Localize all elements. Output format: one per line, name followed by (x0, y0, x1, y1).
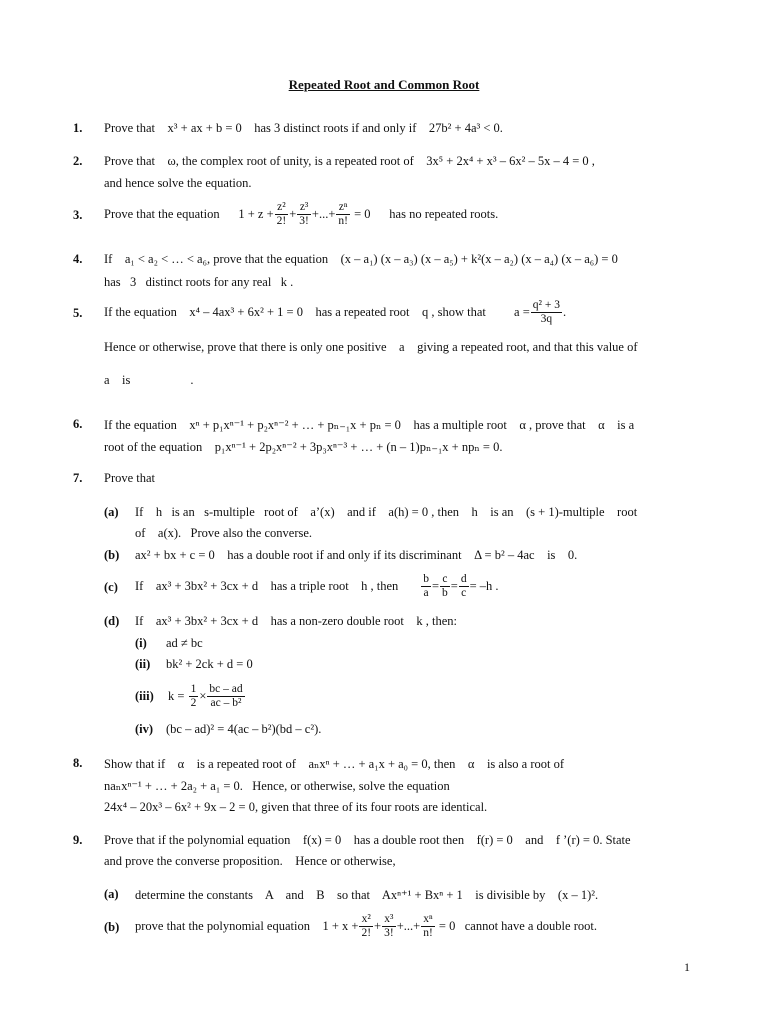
q7c-fraction: $\frac{c}{b}$ (442, 573, 448, 599)
q6-number: 6. (73, 417, 83, 431)
q3-fraction: $\frac{\text{z²}}{2!}$ (276, 201, 287, 227)
q7c-text: If ax³ + 3bx² + 3cx + d has a triple root h , then $\frac{b}{a}$ = $\frac{c}{b}$ = $\frac{d}{c}$ = –h . (135, 573, 499, 599)
q8-number: 8. (73, 756, 83, 770)
q7b-label: (b) (104, 548, 120, 562)
q7d-label: (d) (104, 614, 120, 628)
q9b-fraction: $\frac{\text{xⁿ}}{n!}$ (423, 913, 433, 939)
q1-text: Prove that x³ + ax + b = 0 has 3 distinct roots if and only if 27b² + 4a³ < 0. (104, 121, 503, 135)
q7d-iii-label: (iii) (135, 689, 154, 703)
q9a-label: (a) (104, 887, 119, 901)
q7d-iv-text: (bc – ad)² = 4(ac – b²)(bd – c²). (166, 722, 322, 736)
q5-fraction: $\frac{\text{q² + 3}}{3q}$ (532, 299, 560, 325)
q7b-text: ax² + bx + c = 0 has a double root if and only if its discriminant Δ = b² – 4ac is 0. (135, 548, 578, 562)
q7-number: 7. (73, 471, 83, 485)
q9-line1: Prove that if the polynomial equation f(x) = 0 has a double root then f(r) = 0 and f ’(r) = 0. State (104, 833, 631, 847)
q3-fraction: $\frac{\text{z³}}{3!}$ (299, 201, 309, 227)
q9a-text: determine the constants A and B so that Axⁿ⁺¹ + Bxⁿ + 1 is divisible by (x – 1)². (135, 888, 599, 902)
q2-text: Prove that ω, the complex root of unity, is a repeated root of 3x⁵ + 2x⁴ + x³ – 6x² – 5x – 4 = 0 , (104, 154, 595, 168)
q7a-line2: of a(x). Prove also the converse. (135, 526, 313, 540)
q7d-iv-label: (iv) (135, 722, 154, 736)
q4-text: If a₁ < a₂ < … < a₆, prove that the equation (x – a₁) (x – a₃) (x – a₅) + k²(x – a₂) (x – a₄) (x – a₆) = 0 (104, 252, 618, 266)
q3-number: 3. (73, 208, 83, 222)
page-number: 1 (684, 960, 690, 974)
q8-line2: naₙxⁿ⁻¹ + … + 2a₂ + a₁ = 0. Hence, or otherwise, solve the equation (104, 779, 450, 793)
q7a-line1: If h is an s-multiple root of a’(x) and if a(h) = 0 , then h is an (s + 1)-multiple root (135, 505, 638, 519)
q7c-fraction: $\frac{b}{a}$ (423, 573, 429, 599)
q7c-fraction: $\frac{d}{c}$ (460, 573, 467, 599)
q4-number: 4. (73, 252, 83, 266)
q7-text: Prove that (104, 471, 156, 485)
q7d-iii-text: k = $\frac{1}{2}$ × $\frac{bc - ad}{\text{ac – b²}}$ (168, 683, 243, 709)
q9b-label: (b) (104, 920, 120, 934)
q7d-ii-label: (ii) (135, 657, 151, 671)
q3-text: Prove that the equation 1 + z + $\frac{\text{z²}}{2!}$ + $\frac{\text{z³}}{3!}$ +...+ $\frac{\text{zⁿ}}{n!}$ = 0 has no repeated roots. (104, 201, 499, 227)
q8-line1: Show that if α is a repeated root of aₙxⁿ + … + a₁x + a₀ = 0, then α is also a root of (104, 757, 565, 771)
page-title: Repeated Root and Common Root (288, 77, 480, 92)
q7d-iii-fraction: $\frac{1}{2}$ (190, 683, 197, 709)
q9b-fraction: $\frac{\text{x²}}{2!}$ (361, 913, 372, 939)
q4-line2: has 3 distinct roots for any real k . (104, 275, 294, 289)
q7d-i-text: ad ≠ bc (166, 636, 203, 650)
q9-line2: and prove the converse proposition. Hence or otherwise, (104, 854, 396, 868)
q7d-text: If ax³ + 3bx² + 3cx + d has a non-zero double root k , then: (135, 614, 457, 628)
q9b-fraction: $\frac{\text{x³}}{3!}$ (384, 913, 394, 939)
q1-number: 1. (73, 121, 83, 135)
q6-text: If the equation xⁿ + p₁xⁿ⁻¹ + p₂xⁿ⁻² + … + pₙ₋₁x + pₙ = 0 has a multiple root α , prove that α is a (104, 418, 635, 432)
q7d-i-label: (i) (135, 636, 147, 650)
q7a-label: (a) (104, 505, 119, 519)
q5-line3: a is . (104, 373, 194, 387)
q7d-ii-text: bk² + 2ck + d = 0 (166, 657, 253, 671)
q9-number: 9. (73, 833, 83, 847)
q5-number: 5. (73, 306, 83, 320)
q6-line2: root of the equation p₁xⁿ⁻¹ + 2p₂xⁿ⁻² + 3p₃xⁿ⁻³ + … + (n – 1)pₙ₋₁x + npₙ = 0. (104, 440, 503, 454)
q2-number: 2. (73, 154, 83, 168)
q5-line2: Hence or otherwise, prove that there is only one positive a giving a repeated root, and that this value of (104, 340, 638, 354)
q2-line2: and hence solve the equation. (104, 176, 252, 190)
q8-line3: 24x⁴ – 20x³ – 6x² + 9x – 2 = 0, given that three of its four roots are identical. (104, 800, 488, 814)
q7c-label: (c) (104, 580, 118, 594)
q5-text: If the equation x⁴ – 4ax³ + 6x² + 1 = 0 has a repeated root q , show that a = $\frac{\text{q² + 3}}{3q}$ . (104, 299, 567, 325)
q7d-iii-fraction: $\frac{bc - ad}{\text{ac – b²}}$ (209, 683, 243, 709)
q9b-text: prove that the polynomial equation 1 + x + $\frac{\text{x²}}{2!}$ + $\frac{\text{x³}}{3!}$ +...+ $\frac{\text{xⁿ}}{n!}$ = 0 cannot have a double root. (135, 913, 597, 939)
q3-fraction: $\frac{\text{zⁿ}}{n!}$ (338, 201, 348, 227)
